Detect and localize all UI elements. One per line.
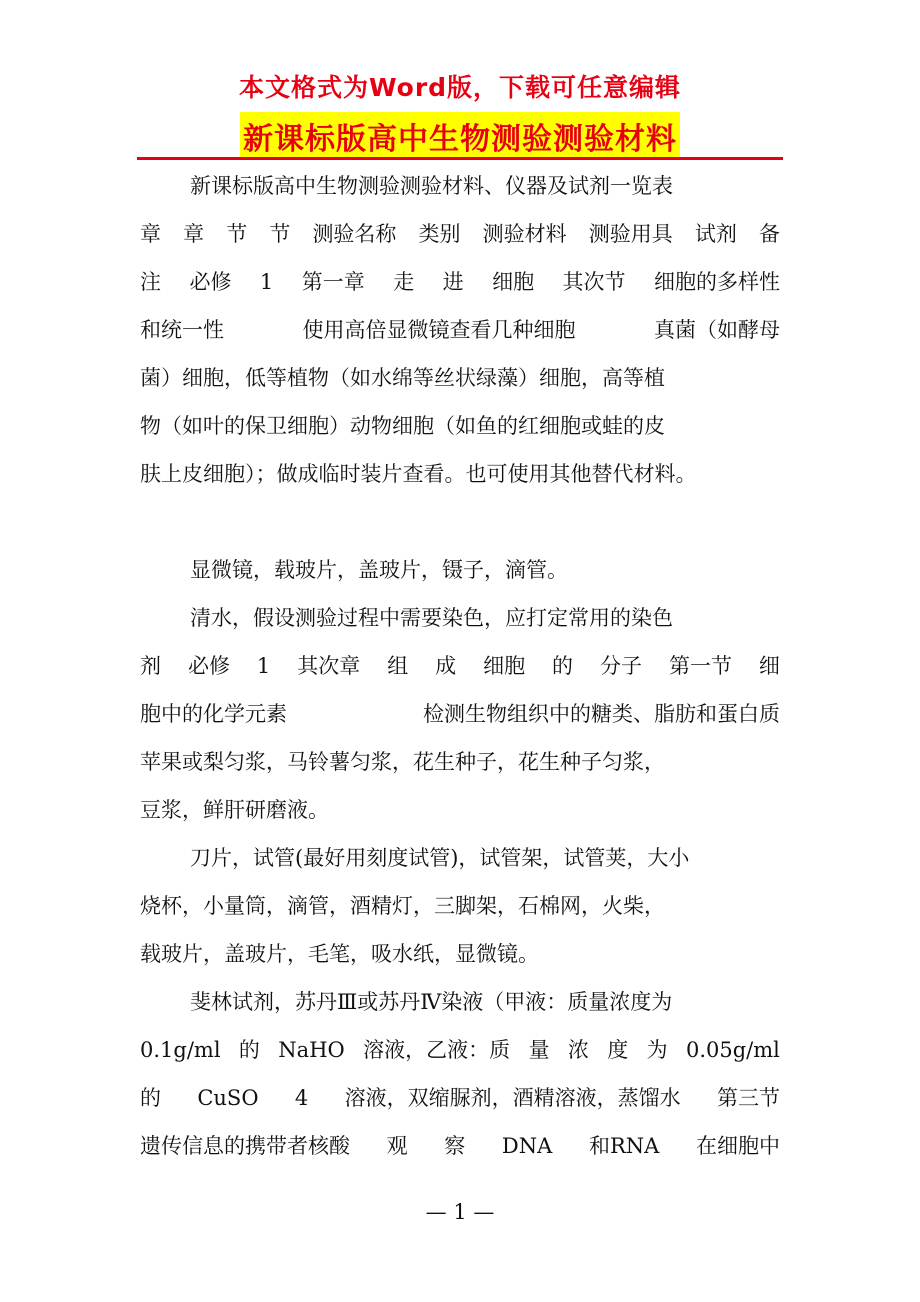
word: 节 (269, 222, 291, 246)
body-line: 菌）细胞，低等植物（如水绵等丝状绿藻）细胞，高等植 (140, 366, 665, 390)
word: 察 (444, 1134, 466, 1158)
word: 类别 (418, 222, 461, 246)
word: 细 (758, 654, 780, 678)
word: 第一节 (668, 654, 732, 678)
word: 必修 (187, 654, 230, 678)
body-line: 豆浆，鲜肝研磨液。 (140, 798, 329, 822)
word: 第三节 (716, 1086, 780, 1110)
body-line: 清水，假设测验过程中需要染色，应打定常用的染色 (190, 606, 673, 630)
body-line (140, 267, 780, 297)
body-line: 烧杯，小量筒，滴管，酒精灯，三脚架，石棉网，火柴， (140, 894, 665, 918)
title-container (0, 112, 920, 160)
word: CuSO (197, 1086, 259, 1110)
format-notice: 本文格式为Word版，下载可任意编辑 (238, 73, 682, 102)
body-line: 斐林试剂，苏丹Ⅲ或苏丹Ⅳ染液（甲液：质量浓度为 (190, 990, 673, 1014)
body-line (140, 651, 780, 681)
word: 的 (552, 654, 574, 678)
word: 浓 (567, 1038, 589, 1062)
word: 溶液，双缩脲剂，酒精溶液，蒸馏水 (344, 1086, 681, 1110)
word: 0.1g/ml (140, 1038, 221, 1062)
word: 剂 (140, 654, 161, 678)
body-line (140, 315, 780, 345)
body-line: 载玻片，盖玻片，毛笔，吸水纸，显微镜。 (140, 942, 539, 966)
word: 细胞 (483, 654, 526, 678)
word: 和统一性 (140, 318, 224, 342)
word: 细胞 (492, 270, 535, 294)
title-divider (137, 157, 783, 160)
word: 测验名称 (312, 222, 397, 246)
word: 走 (393, 270, 415, 294)
word: NaHO (278, 1038, 345, 1062)
document-title: 新课标版高中生物测验测验材料 (240, 112, 680, 160)
word: 和RNA (588, 1134, 660, 1158)
word: 注 (140, 270, 161, 294)
word: 章 (183, 222, 205, 246)
word: 为 (646, 1038, 668, 1062)
body-line: 新课标版高中生物测验测验材料、仪器及试剂一览表 (190, 174, 673, 198)
word: 的 (238, 1038, 260, 1062)
word: 0.05g/ml (685, 1038, 780, 1062)
word: 组 (387, 654, 409, 678)
word: 其次节 (562, 270, 626, 294)
page-number: — 1 — (425, 1200, 495, 1224)
word: 4 (294, 1086, 309, 1110)
word: 备 (758, 222, 780, 246)
word: 分子 (600, 654, 642, 678)
word: 试剂 (694, 222, 737, 246)
word: 真菌（如酵母 (654, 318, 780, 342)
word: 必修 (189, 270, 232, 294)
word: 检测生物组织中的糖类、脂肪和蛋白质 (423, 702, 780, 726)
word: 溶液，乙液：质 (363, 1038, 511, 1062)
body-line: 显微镜，载玻片，盖玻片，镊子，滴管。 (190, 558, 568, 582)
word: 章 (140, 222, 161, 246)
word: 遗传信息的携带者核酸 (140, 1134, 350, 1158)
body-line (140, 1131, 780, 1161)
word: 1 (256, 654, 271, 678)
word: 测验材料 (482, 222, 567, 246)
body-line (140, 1083, 780, 1113)
body-line: 物（如叶的保卫细胞）动物细胞（如鱼的红细胞或蛙的皮 (140, 414, 665, 438)
word: 测验用具 (588, 222, 673, 246)
body-line (140, 1035, 780, 1065)
word: 节 (226, 222, 248, 246)
word: 使用高倍显微镜查看几种细胞 (302, 318, 576, 342)
word: 量 (528, 1038, 550, 1062)
body-line: 苹果或梨匀浆，马铃薯匀浆，花生种子，花生种子匀浆， (140, 750, 665, 774)
word: 胞中的化学元素 (140, 702, 287, 726)
word: 第一章 (301, 270, 365, 294)
body-line (140, 219, 780, 249)
word: 的 (140, 1086, 161, 1110)
body-line (140, 699, 780, 729)
word: 度 (607, 1038, 629, 1062)
word: 进 (442, 270, 464, 294)
word: 观 (386, 1134, 408, 1158)
body-line: 肤上皮细胞）；做成临时装片查看。也可使用其他替代材料。 (140, 462, 697, 486)
word: 在细胞中 (695, 1134, 780, 1158)
word: 其次章 (297, 654, 361, 678)
word: 1 (259, 270, 274, 294)
body-line: 刀片，试管(最好用刻度试管)，试管架，试管荚，大小 (190, 846, 690, 870)
word: 细胞的多样性 (654, 270, 780, 294)
word: DNA (501, 1134, 553, 1158)
word: 成 (435, 654, 457, 678)
